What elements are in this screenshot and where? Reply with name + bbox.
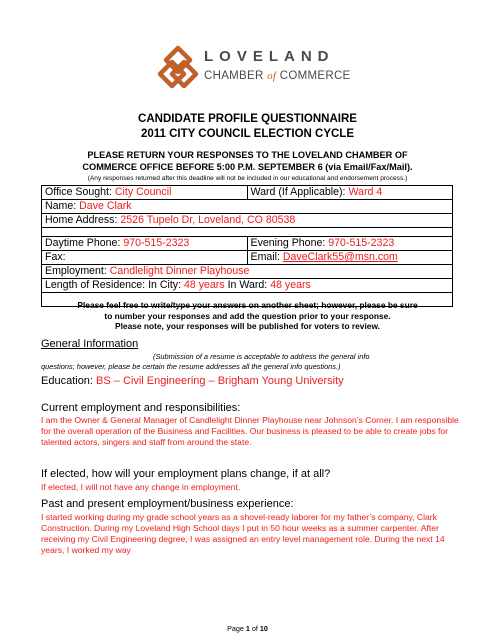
ward-years-value: 48 years [270, 279, 311, 291]
table-row [42, 200, 453, 214]
employment-label: Employment: [45, 265, 107, 277]
logo-subtitle: CHAMBER of COMMERCE [204, 70, 351, 82]
residence-label: Length of Residence: In City: [45, 279, 182, 291]
page-title: CANDIDATE PROFILE QUESTIONNAIRE [138, 113, 357, 125]
email-link[interactable]: DaveClark55@msn.com [282, 251, 398, 263]
name-label: Name: [45, 200, 77, 212]
table-row [42, 214, 453, 228]
current-employment-heading: Current employment and responsibilities: [41, 402, 241, 414]
candidate-info-table [41, 185, 453, 307]
evening-phone-value: 970-515-2323 [328, 237, 395, 249]
education-label: Education: [41, 375, 93, 387]
education-value: BS – Civil Engineering – Brigham Young University [96, 375, 344, 387]
employment-value: Candlelight Dinner Playhouse [109, 265, 250, 277]
chamber-logo [156, 44, 356, 96]
return-instructions: PLEASE RETURN YOUR RESPONSES TO THE LOVELAND CHAMBER OF COMMERCE OFFICE BEFORE 5:00 P.M. SEPTEMBER 6 (via Email/Fax/Mail). [82, 150, 413, 172]
evening-phone-label: Evening Phone: [250, 237, 326, 249]
table-row [42, 237, 453, 251]
current-employment-answer: I am the Owner & General Manager of Candlelight Dinner Playhouse near Johnson’s Corner. I am responsible for the overall operation of the Business and Facilities. Our business is pleased to be able to create jobs for talented actors, singers and staff from around the state. [41, 415, 459, 447]
past-experience-heading: Past and present employment/business experience: [41, 498, 294, 510]
ward-years-label: In Ward: [227, 279, 268, 291]
table-row [42, 228, 453, 237]
fax-label: Fax: [45, 251, 66, 263]
page-subtitle: 2011 CITY COUNCIL ELECTION CYCLE [140, 128, 354, 140]
table-row [42, 279, 453, 293]
office-value: City Council [114, 186, 172, 198]
general-info-note: (Submission of a resume is acceptable to address the general info questions; however, please be certain the resume addresses all the general info questions.) [41, 352, 370, 371]
logo-wordmark: LOVELAND [204, 48, 335, 65]
office-label: Office Sought: [45, 186, 112, 198]
name-value: Dave Clark [79, 200, 132, 212]
education-line [41, 375, 461, 387]
past-experience-answer: I started working during my grade school years as a shovel-ready laborer for my father’s company, Clark Construction. During my Loveland High School days I put in 50 hour weeks as a summer carpenter. After receiving my Civil Engineering degree, I was assigned an entry level management role. During the next 14 years, I worked my way [41, 512, 445, 555]
city-years-value: 48 years [184, 279, 225, 291]
general-info-heading: General Information [41, 338, 139, 350]
if-elected-heading: If elected, how will your employment plans change, if at all? [41, 468, 331, 480]
deadline-note: (Any responses returned after this deadline will not be included in our educational and endorsement process.) [87, 175, 408, 182]
page-number: Page 1 of 10 [227, 624, 268, 633]
if-elected-answer: If elected, I will not have any change in employment. [41, 482, 241, 492]
address-value: 2526 Tupelo Dr, Loveland, CO 80538 [120, 214, 296, 226]
table-row [42, 186, 453, 200]
table-row [42, 251, 453, 265]
day-phone-label: Daytime Phone: [45, 237, 121, 249]
email-label: Email: [250, 251, 280, 263]
day-phone-value: 970-515-2323 [123, 237, 190, 249]
table-row [42, 265, 453, 279]
ward-value: Ward 4 [348, 186, 383, 198]
chamber-logo-icon [156, 44, 200, 92]
response-instructions: Please feel free to write/type your answers on another sheet; however, please be sure to number your responses and add the question prior to your response. Please note, your responses will be published for voters to review. [77, 300, 418, 331]
address-label: Home Address: [45, 214, 118, 226]
ward-label: Ward (If Applicable): [250, 186, 346, 198]
